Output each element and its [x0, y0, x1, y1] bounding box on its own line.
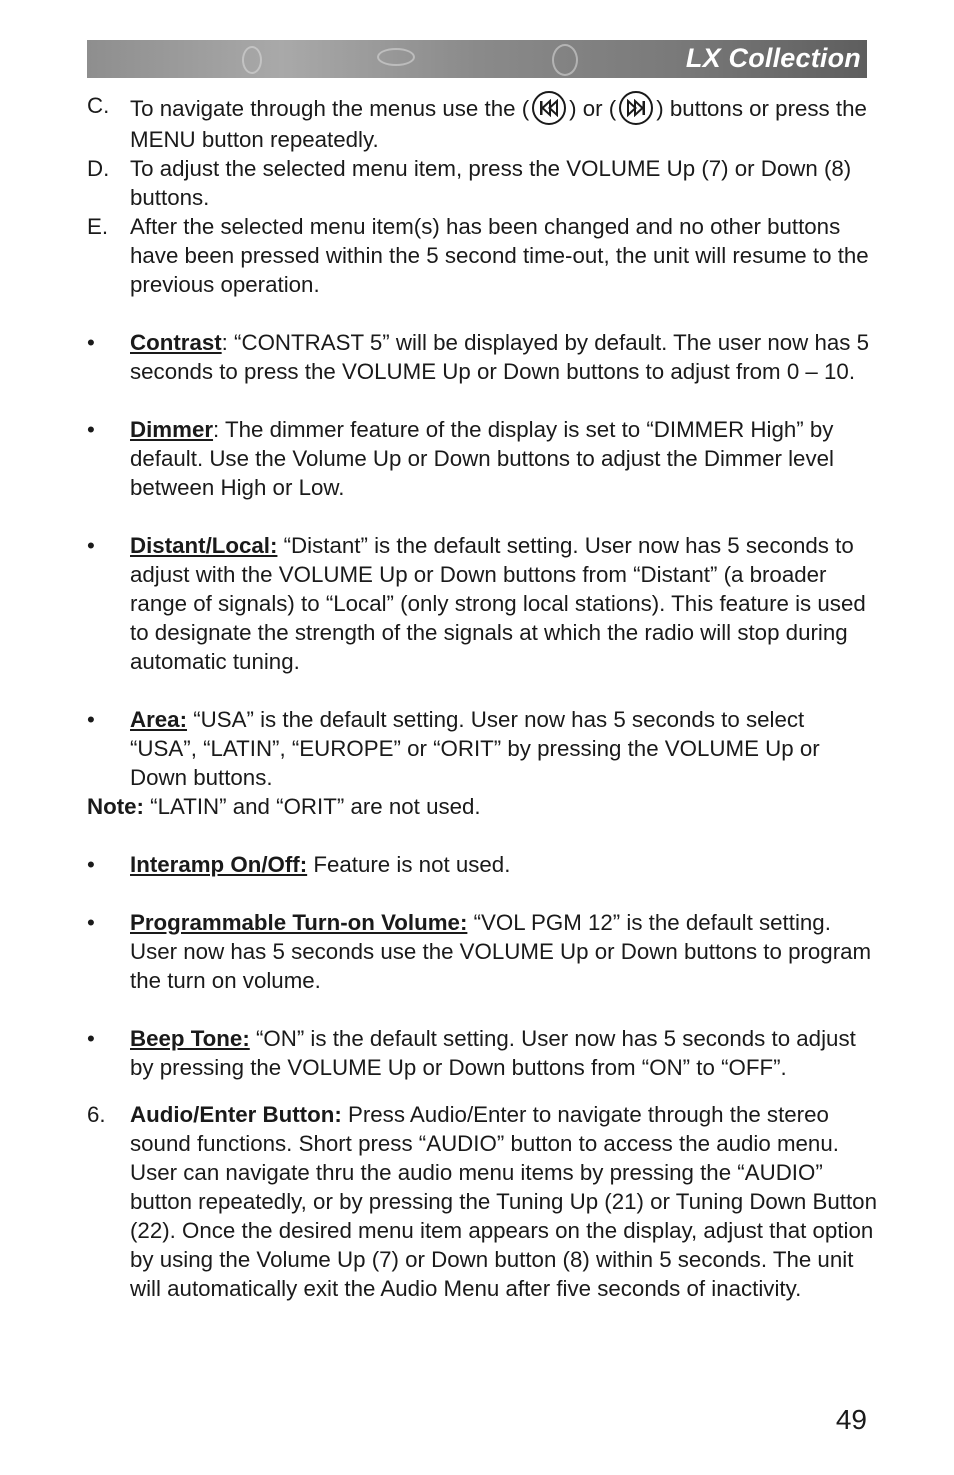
bullet-text: “USA” is the default setting. User now has 5 seconds to select “USA”, “LATIN”, “EUROPE” or “ORIT” by pressing the VOLUME Up or Down buttons. [130, 707, 820, 790]
bullet-distant-local [87, 531, 877, 676]
step-marker: C. [87, 93, 110, 118]
bullet-interamp [87, 850, 877, 879]
bullet-marker: • [87, 417, 95, 442]
note [87, 792, 877, 821]
bullet-marker: • [87, 852, 95, 877]
bullet-term: Dimmer [130, 417, 214, 442]
section-audio-enter [87, 1100, 877, 1303]
bullet-dimmer [87, 415, 877, 502]
bullet-marker: • [87, 533, 95, 558]
bullet-term: Contrast [130, 330, 222, 355]
bullet-marker: • [87, 910, 95, 935]
bullet-contrast [87, 328, 877, 386]
page-body [87, 91, 877, 1303]
bullet-beep-tone [87, 1024, 877, 1082]
bullet-text: “VOL PGM 12” is the default setting. User now has 5 seconds use the VOLUME Up or Down buttons to program the turn on volume. [130, 910, 872, 993]
bullet-term: Area: [130, 707, 188, 732]
step-marker: E. [87, 214, 109, 239]
page-number: 49 [835, 1404, 867, 1435]
bullet-marker: • [87, 330, 95, 355]
step-text: ) or ( [569, 96, 617, 121]
step-text: ) buttons or press the MENU button repeatedly. [130, 96, 867, 152]
bullet-marker: • [87, 1026, 95, 1051]
skip-previous-icon [532, 91, 566, 125]
step-text: To navigate through the menus use the ( [130, 96, 530, 121]
bullet-area [87, 705, 877, 792]
decorative-swirl [552, 44, 578, 76]
bullet-term: Interamp On/Off: [130, 852, 308, 877]
note-text: “LATIN” and “ORIT” are not used. [143, 794, 481, 819]
bullet-text: Feature is not used. [307, 852, 511, 877]
skip-next-icon [619, 91, 653, 125]
bullet-term: Programmable Turn-on Volume: [130, 910, 468, 935]
section-text: Press Audio/Enter to navigate through the stereo sound functions. Short press “AUDIO” button to access the audio menu. User can navigate thru the audio menu items by pressing the “AUDIO” button repeatedly, or by pressing the Tuning Up (21) or Tuning Down Button (22). Once the desired menu item appears on the display, adjust that option by using the Volume Up (7) or Down button (8) within 5 seconds. The unit will automatically exit the Audio Menu after five seconds of inactivity. [130, 1102, 877, 1301]
decorative-swirl [242, 46, 262, 74]
bullet-text: : “CONTRAST 5” will be displayed by default. The user now has 5 seconds to press the VOLUME Up or Down buttons to adjust from 0 – 10. [130, 330, 869, 384]
bullet-text: “ON” is the default setting. User now has 5 seconds to adjust by pressing the VOLUME Up or Down buttons from “ON” to “OFF”. [130, 1026, 856, 1080]
step-text: To adjust the selected menu item, press the VOLUME Up (7) or Down (8) buttons. [130, 156, 852, 210]
bullet-marker: • [87, 707, 95, 732]
collection-title: LX Collection [685, 43, 861, 73]
section-label: Audio/Enter Button: [130, 1102, 342, 1127]
bullet-term: Beep Tone: [130, 1026, 250, 1051]
step-d [87, 154, 877, 212]
note-label: Note: [87, 794, 144, 819]
decorative-swirl [377, 48, 415, 66]
bullet-term: Distant/Local: [130, 533, 278, 558]
header-banner [87, 40, 867, 78]
bullet-text: : The dimmer feature of the display is set to “DIMMER High” by default. Use the Volume Up or Down buttons to adjust the Dimmer level between High or Low. [130, 417, 834, 500]
step-c [87, 91, 877, 154]
step-e [87, 212, 877, 299]
step-marker: D. [87, 156, 110, 181]
bullet-text: “Distant” is the default setting. User now has 5 seconds to adjust with the VOLUME Up or Down buttons from “Distant” (a broader range of signals) to “Local” (only strong local stations). This feature is used to designate the strength of the signals at which the radio will stop during automatic tuning. [130, 533, 866, 674]
section-marker: 6. [87, 1102, 106, 1127]
step-text: After the selected menu item(s) has been changed and no other buttons have been pressed within the 5 second time-out, the unit will resume to the previous operation. [130, 214, 869, 297]
bullet-turn-on-volume [87, 908, 877, 995]
